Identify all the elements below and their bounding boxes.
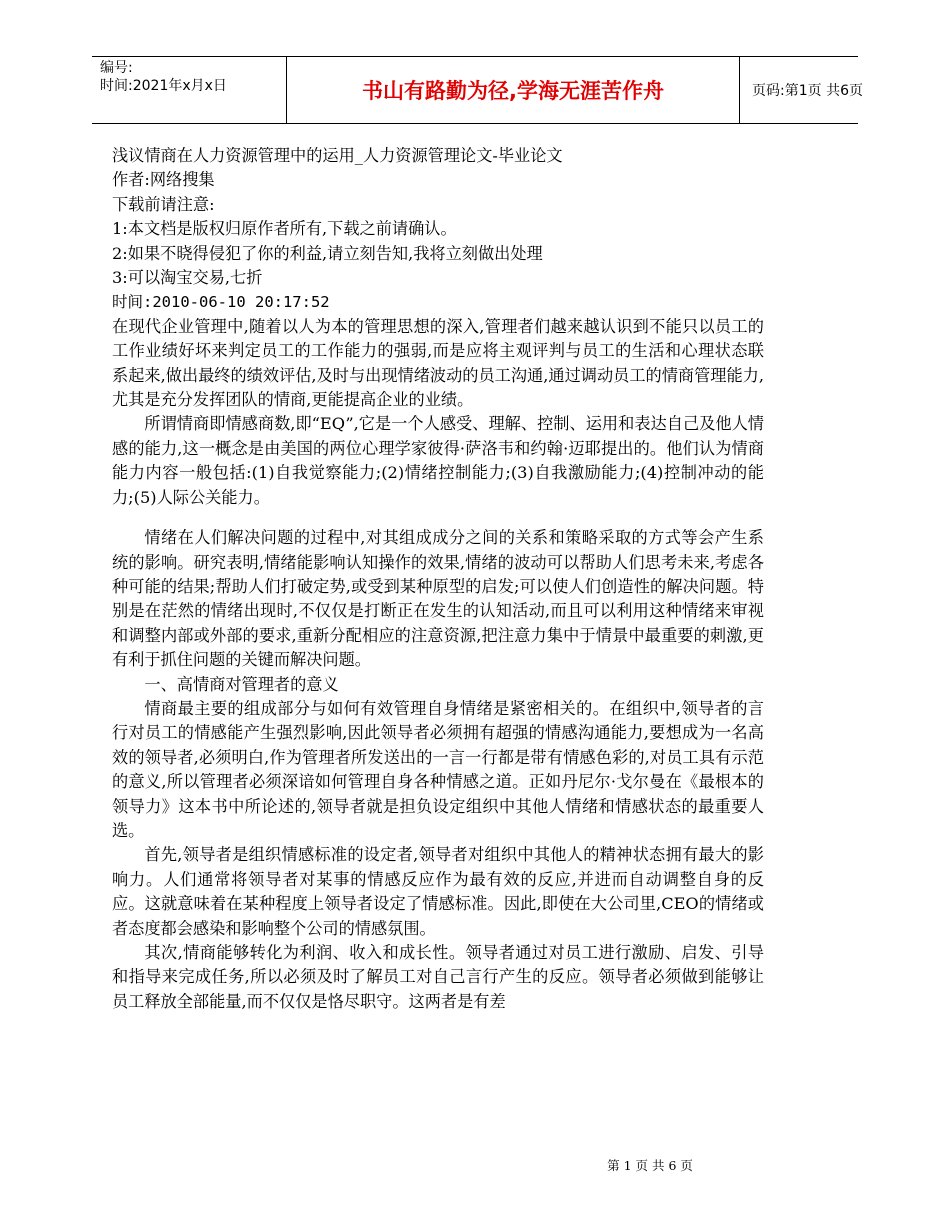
paragraph-1: 在现代企业管理中,随着以人为本的管理思想的深入,管理者们越来越认识到不能只以员工的工作业绩好坏来判定员工的工作能力的强弱,而是应将主观评判与员工的生活和心理状态联系起来,做出最终的绩效评估,及时与出现情绪波动的员工沟通,通过调动员工的情商管理能力,尤其是充分发挥团队的情商,更能提高企业的业绩。: [112, 316, 764, 410]
page-footer: 第 1 页 共 6 页: [607, 1158, 693, 1173]
document-body: [112, 144, 764, 1014]
time-label: 时间:2021年x月x日: [100, 78, 227, 94]
notice-item-2: 2:如果不晓得侵犯了你的利益,请立刻告知,我将立刻做出处理: [112, 243, 543, 263]
notice-item-3: 3:可以淘宝交易,七折: [112, 268, 263, 288]
paragraph-2: 所谓情商即情感商数,即“EQ”,它是一个人感受、理解、控制、运用和表达自己及他人情感的能力,这一概念是由美国的两位心理学家彼得·萨洛韦和约翰·迈耶提出的。他们认为情商能力内容一般包括:(1)自我觉察能力;(2)情绪控制能力;(3)自我激励能力;(4)控制冲动的能力;(5)人际公关能力。: [112, 414, 764, 507]
header-page-info: 页码:第1页 共6页: [752, 83, 863, 99]
paragraph-3: 情绪在人们解决问题的过程中,对其组成成分之间的关系和策略采取的方式等会产生系统的影响。研究表明,情绪能影响认知操作的效果,情绪的波动可以帮助人们思考未来,考虑各种可能的结果;帮助人们打破定势,或受到某种原型的启发;可以使人们创造性的解决问题。特别是在茫然的情绪出现时,不仅仅是打断正在发生的认知活动,而且可以利用这种情绪来审视和调整内部或外部的要求,重新分配相应的注意资源,把注意力集中于情景中最重要的刺激,更有利于抓住问题的关键而解决问题。: [112, 528, 764, 670]
doc-author: 作者:网络搜集: [112, 170, 215, 190]
section-heading-1: 一、高情商对管理者的意义: [144, 674, 339, 694]
header-motto-cell: [286, 57, 740, 123]
paragraph-4: 情商最主要的组成部分与如何有效管理自身情绪是紧密相关的。在组织中,领导者的言行对员工的情感能产生强烈影响,因此领导者必须拥有超强的情感沟通能力,要想成为一名高效的领导者,必须明白,作为管理者所发送出的一言一行都是带有情感色彩的,对员工具有示范的意义,所以管理者必须深谙如何管理自身各种情感之道。正如丹尼尔·戈尔曼在《最根本的领导力》这本书中所论述的,领导者就是担负设定组织中其他人情绪和情感状态的最重要人选。: [112, 698, 764, 840]
number-label: 编号:: [100, 60, 133, 76]
paragraph-6: 其次,情商能够转化为利润、收入和成长性。领导者通过对员工进行激励、启发、引导和指导来完成任务,所以必须及时了解员工对自己言行产生的反应。领导者必须做到能够让员工释放全部能量,而不仅仅是恪尽职守。这两者是有差: [112, 943, 764, 1011]
doc-title: 浅议情商在人力资源管理中的运用_人力资源管理论文-毕业论文: [112, 146, 563, 165]
page-header: [92, 56, 863, 124]
paragraph-5: 首先,领导者是组织情感标准的设定者,领导者对组织中其他人的精神状态拥有最大的影响力。人们通常将领导者对某事的情感反应作为最有效的反应,并进而自动调整自身的反应。这就意味着在某种程度上领导者设定了情感标准。因此,即使在大公司里,CEO的情绪或者态度都会感染和影响整个公司的情感氛围。: [112, 845, 764, 938]
motto: 书山有路勤为径,学海无涯苦作舟: [362, 79, 664, 103]
notice-item-1: 1:本文档是版权归原作者所有,下载之前请确认。: [112, 219, 457, 239]
doc-timestamp: 时间:2010-06-10 20:17:52: [112, 293, 330, 312]
header-meta: [92, 57, 286, 123]
notice-heading: 下载前请注意:: [112, 194, 215, 214]
paragraph-gap: [112, 510, 764, 526]
